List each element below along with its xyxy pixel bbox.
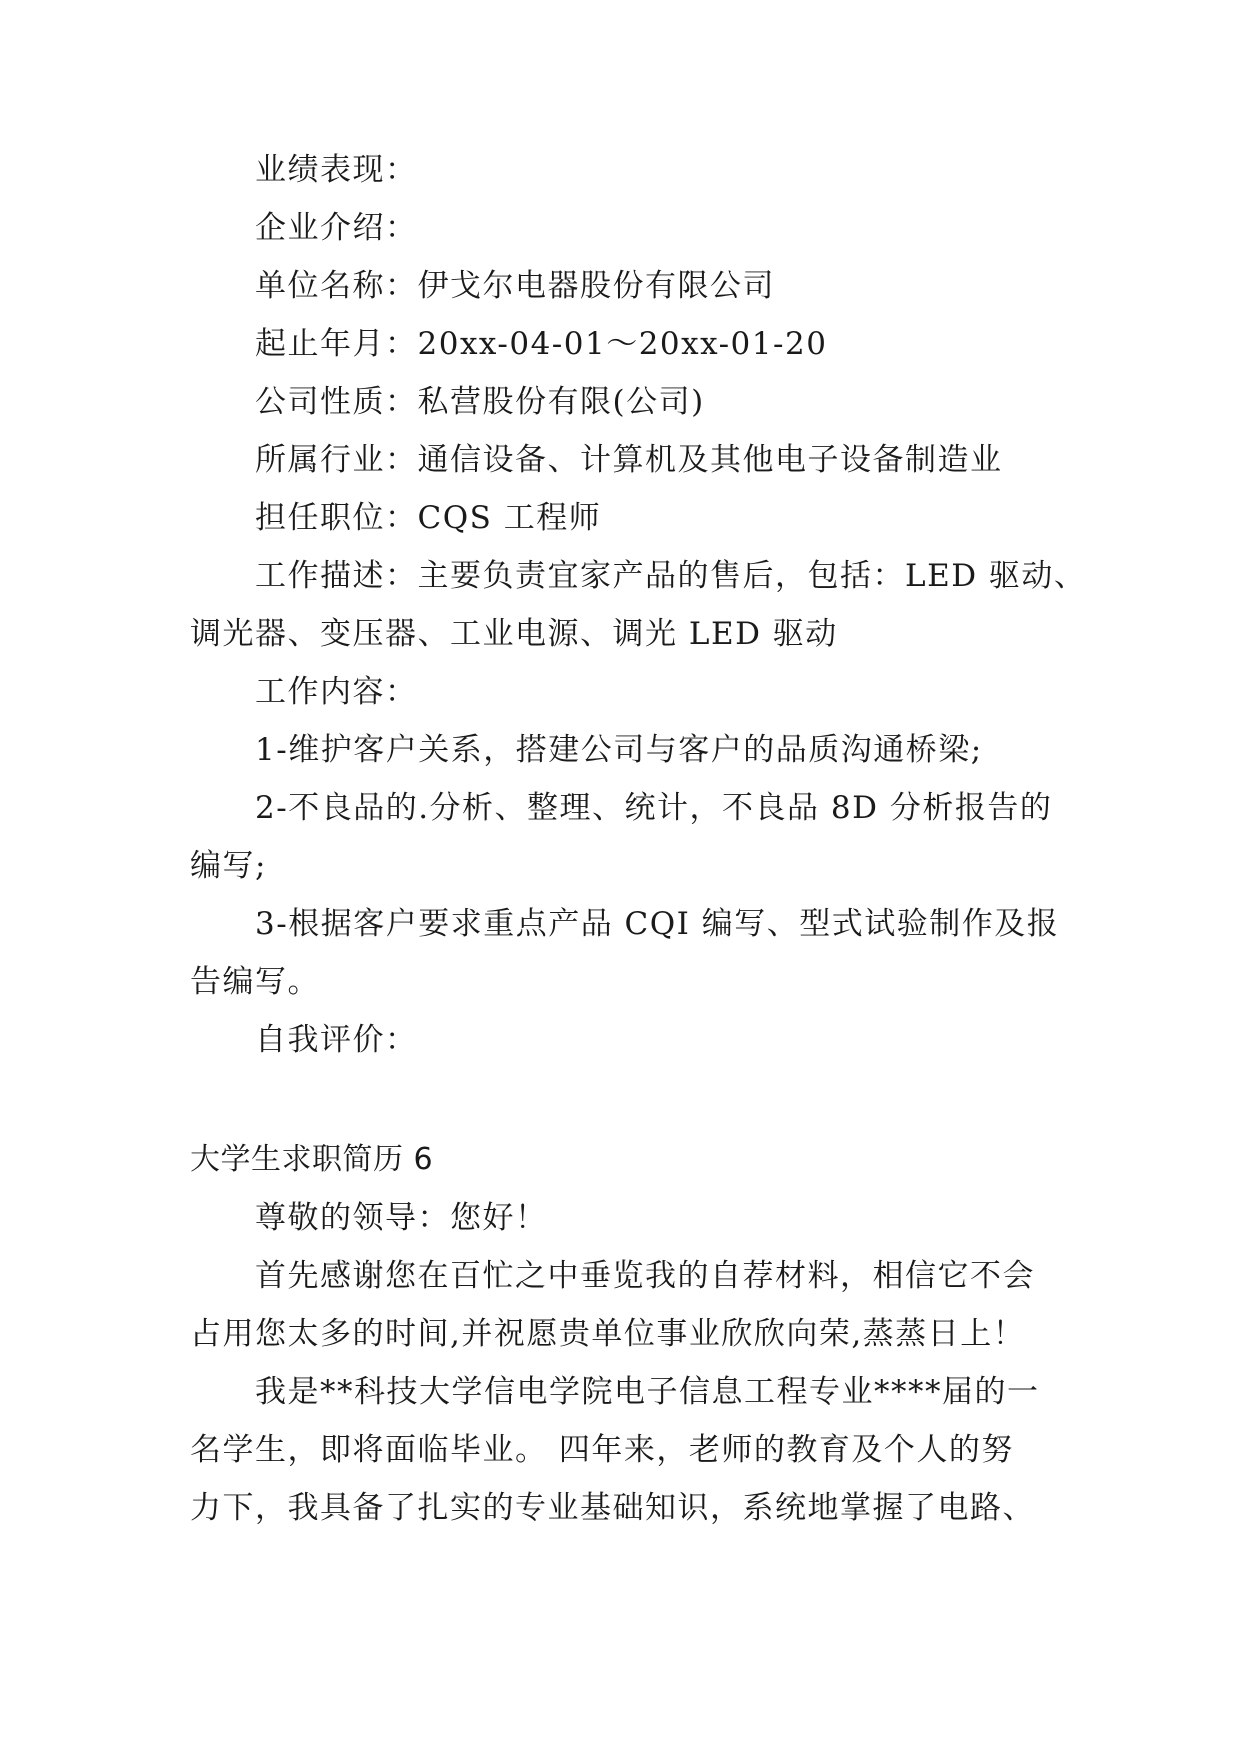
company-intro-label: 企业介绍： [255, 210, 418, 246]
paragraph-2-line-3: 力下，我具备了扎实的专业基础知识，系统地掌握了电路、 [190, 1490, 1035, 1526]
work-item-3-continued: 告编写。 [190, 964, 320, 1000]
work-item-2: 2-不良品的.分析、整理、统计，不良品 8D 分析报告的 [255, 790, 1053, 826]
company-name-line: 单位名称：伊戈尔电器股份有限公司 [255, 268, 775, 304]
work-content-label: 工作内容： [255, 674, 418, 710]
paragraph-2-line-1: 我是**科技大学信电学院电子信息工程专业****届的一 [255, 1374, 1040, 1410]
performance-label: 业绩表现： [255, 152, 418, 188]
greeting-line: 尊敬的领导：您好！ [255, 1200, 548, 1236]
self-evaluation-label: 自我评价： [255, 1022, 418, 1058]
job-description-continued: 调光器、变压器、工业电源、调光 LED 驱动 [190, 616, 838, 652]
paragraph-2-line-2: 名学生，即将面临毕业。 四年来，老师的教育及个人的努 [190, 1432, 1014, 1468]
section-heading: 大学生求职简历 6 [190, 1142, 434, 1177]
industry-line: 所属行业：通信设备、计算机及其他电子设备制造业 [255, 442, 1003, 478]
paragraph-1-line-1: 首先感谢您在百忙之中垂览我的自荐材料，相信它不会 [255, 1258, 1035, 1294]
paragraph-1-line-2: 占用您太多的时间,并祝愿贵单位事业欣欣向荣,蒸蒸日上！ [190, 1316, 1026, 1352]
period-line: 起止年月：20xx-04-01～20xx-01-20 [255, 326, 828, 362]
work-item-1: 1-维护客户关系，搭建公司与客户的品质沟通桥梁; [255, 732, 983, 768]
work-item-3: 3-根据客户要求重点产品 CQI 编写、型式试验制作及报 [255, 906, 1060, 942]
job-description-line: 工作描述：主要负责宜家产品的售后，包括：LED 驱动、 [255, 558, 1087, 594]
work-item-2-continued: 编写; [190, 848, 267, 884]
position-line: 担任职位：CQS 工程师 [255, 500, 602, 536]
company-type-line: 公司性质：私营股份有限(公司) [255, 384, 705, 420]
